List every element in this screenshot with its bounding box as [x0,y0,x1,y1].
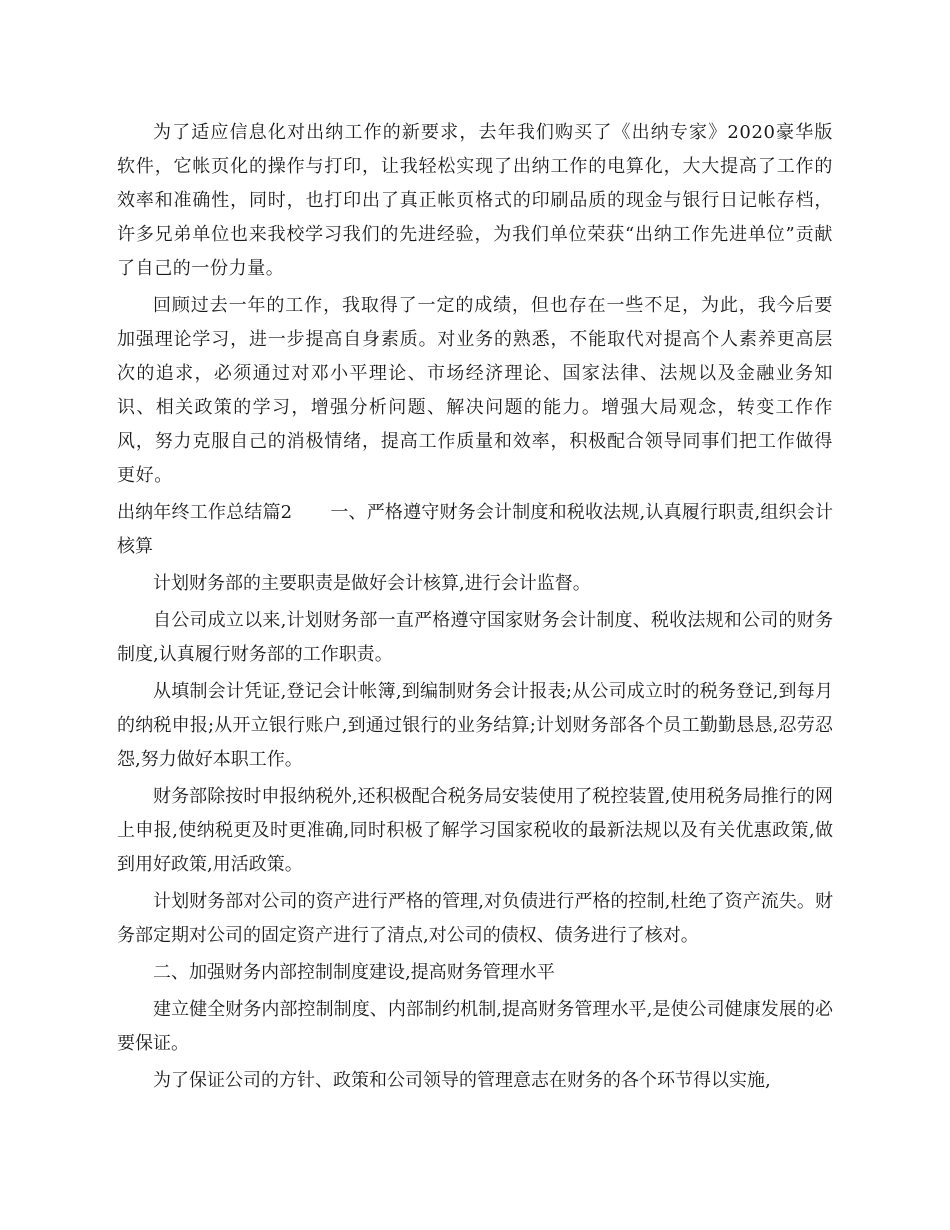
paragraph: 财务部除按时申报纳税外,还积极配合税务局安装使用了税控装置,使用税务局推行的网上申报,使纳税更及时更准确,同时积极了解学习国家税收的最新法规以及有关优惠政策,做到用好政策,用活政策。 [117,786,833,875]
paragraph: 为了适应信息化对出纳工作的新要求，去年我们购买了《出纳专家》2020豪华版软件，它帐页化的操作与打印，让我轻松实现了出纳工作的电算化，大大提高了工作的效率和准确性，同时，也打印出了真正帐页格式的印刷品质的现金与银行日记帐存档，许多兄弟单位也来我校学习我们的先进经验，为我们单位荣获“出纳工作先进单位”贡献了自己的一份力量。 [117,122,833,279]
paragraph: 计划财务部对公司的资产进行严格的管理,对负债进行严格的控制,杜绝了资产流失。财务部定期对公司的固定资产进行了清点,对公司的债权、债务进行了核对。 [117,891,833,946]
paragraph: 计划财务部的主要职责是做好会计核算,进行会计监督。 [153,573,591,594]
paragraph: 为了保证公司的方针、政策和公司领导的管理意志在财务的各个环节得以实施, [153,1070,771,1091]
section-intro: 一、严格遵守财务会计制度和税收法规,认真履行职责,组织会计核算 [117,502,833,557]
paragraph: 回顾过去一年的工作，我取得了一定的成绩，但也存在一些不足，为此，我今后要加强理论学习，进一步提高自身素质。对业务的熟悉，不能取代对提高个人素养更高层次的追求，必须通过对邓小平理论、市场经济理论、国家法律、法规以及金融业务知识、相关政策的学习，增强分析问题、解决问题的能力。增强大局观念，转变工作作风，努力克服自己的消极情绪，提高工作质量和效率，积极配合领导同事们把工作做得更好。 [117,295,833,486]
document-body [117,116,833,1098]
subheading: 二、加强财务内部控制制度建设,提高财务管理水平 [153,962,555,983]
paragraph: 自公司成立以来,计划财务部一直严格遵守国家财务会计制度、税收法规和公司的财务制度,认真履行财务部的工作职责。 [117,610,833,665]
section-heading [117,496,833,564]
section-title: 出纳年终工作总结篇2 [117,502,293,523]
paragraph: 从填制会计凭证,登记会计帐簿,到编制财务会计报表;从公司成立时的税务登记,到每月的纳税申报;从开立银行账户,到通过银行的业务结算;计划财务部各个员工勤勤恳恳,忍劳忍怨,努力做好本职工作。 [117,681,833,770]
paragraph: 建立健全财务内部控制制度、内部制约机制,提高财务管理水平,是使公司健康发展的必要保证。 [117,999,833,1054]
